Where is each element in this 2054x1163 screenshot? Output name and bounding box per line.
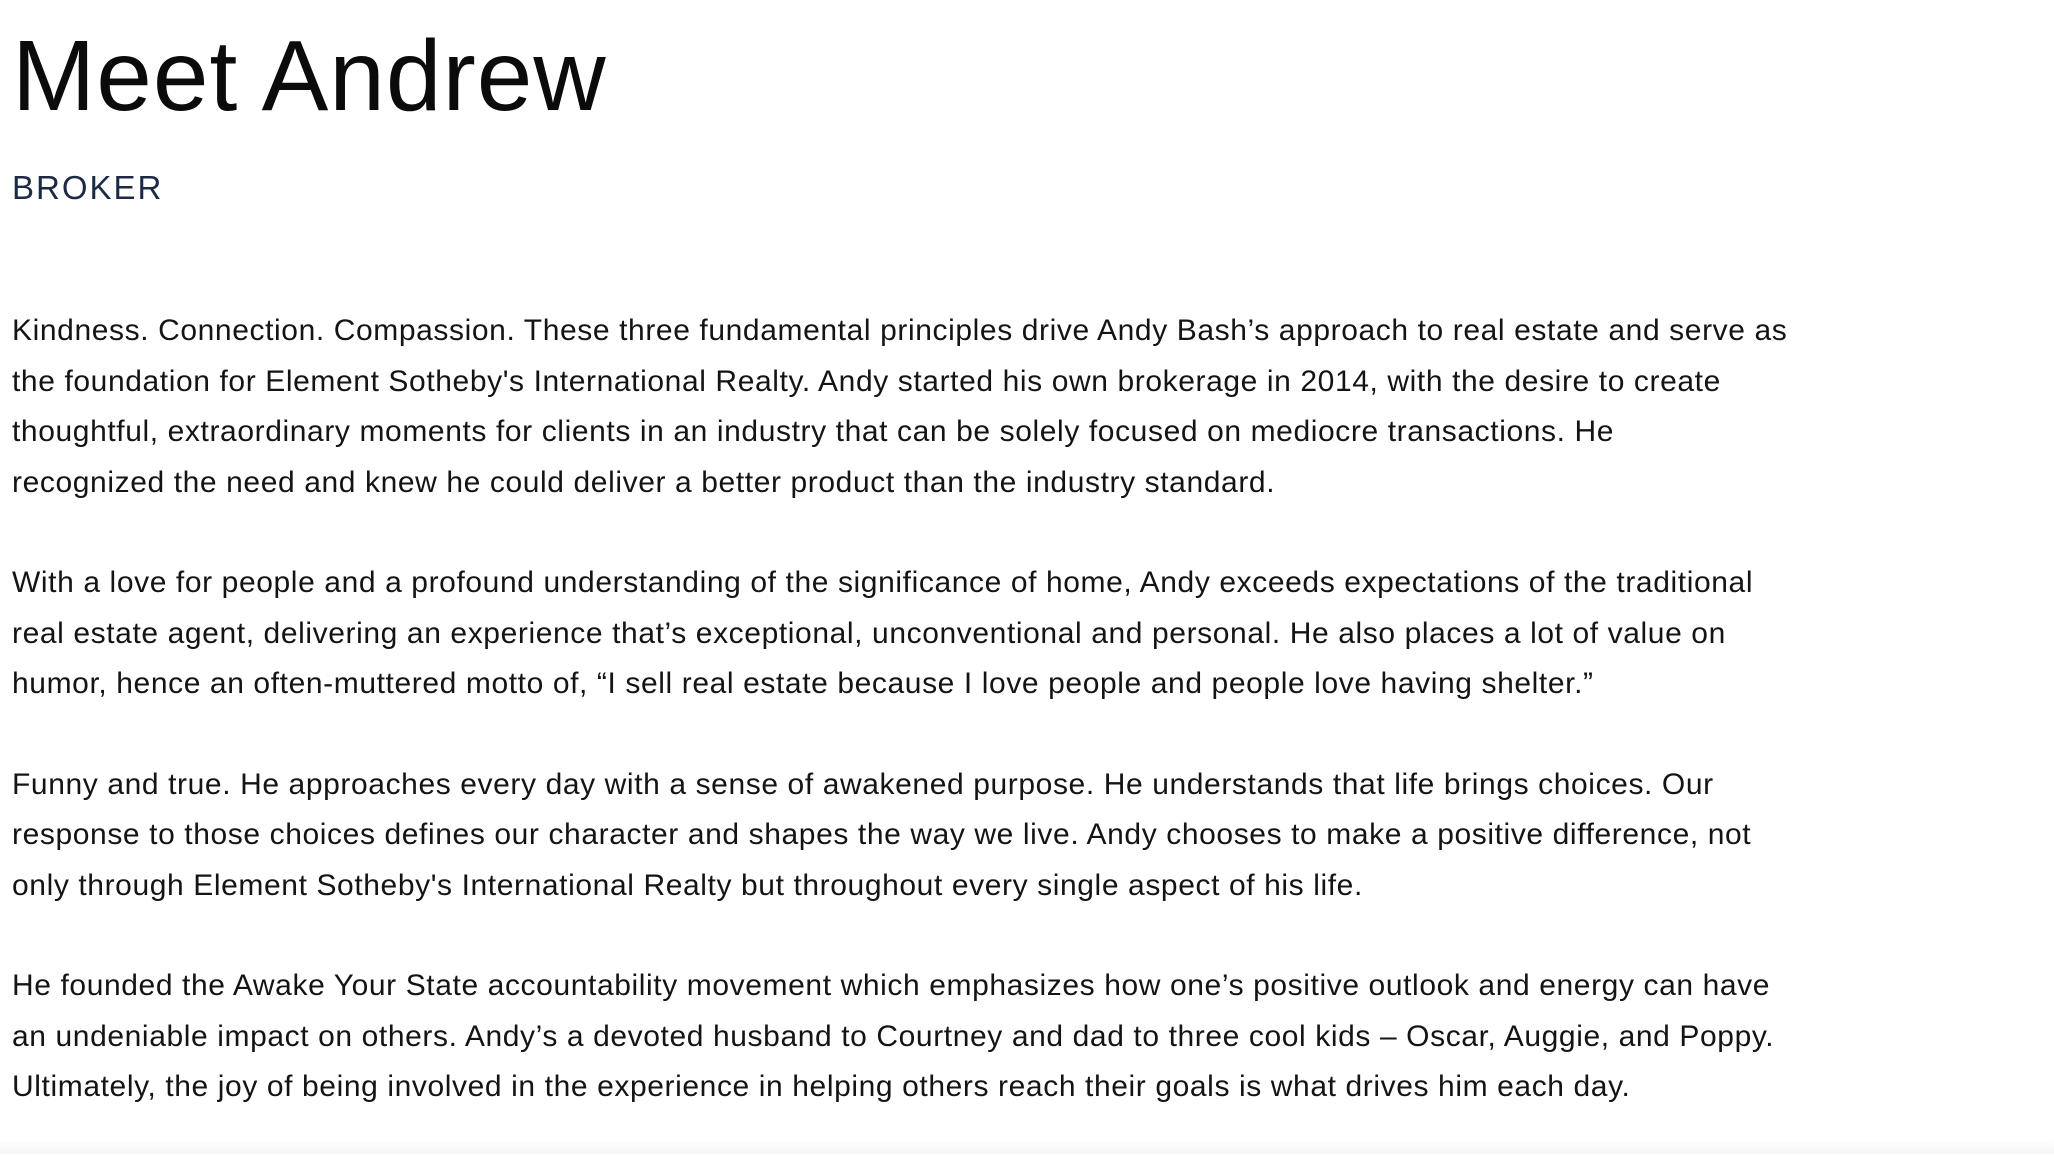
- bio-line: humor, hence an often-muttered motto of, “I sell real estate because I love people and people love having shelter.”: [12, 667, 1594, 700]
- bio-paragraph: [12, 760, 2042, 912]
- bio-line: recognized the need and knew he could deliver a better product than the industry standard.: [12, 465, 1276, 499]
- page-title: Meet Andrew: [12, 20, 607, 132]
- bio-line: an undeniable impact on others. Andy’s a devoted husband to Courtney and dad to three cool kids – Oscar, Auggie, and Poppy.: [12, 1019, 1775, 1053]
- bio-line: response to those choices defines our character and shapes the way we live. Andy chooses to make a positive difference, not: [12, 818, 1752, 851]
- bio-paragraph: [12, 558, 2042, 710]
- agent-role: BROKER: [12, 169, 164, 206]
- bio-line: only through Element Sotheby's International Realty but throughout every single aspect of his life.: [12, 868, 1363, 902]
- bio-line: With a love for people and a profound understanding of the significance of home, Andy exceeds expectations of the traditional: [12, 566, 1754, 599]
- bio-line: Ultimately, the joy of being involved in the experience in helping others reach their goals is what drives him each day.: [12, 1070, 1631, 1103]
- bio-line: Funny and true. He approaches every day with a sense of awakened purpose. He understands that life brings choices. Our: [12, 767, 1714, 801]
- agent-bio-section: [12, 0, 2042, 1163]
- bottom-edge-shadow: [0, 1140, 2054, 1154]
- bio-paragraph: [12, 306, 2042, 508]
- bio-line: thoughtful, extraordinary moments for clients in an industry that can be solely focused on mediocre transactions. He: [12, 415, 1615, 448]
- bio-line: the foundation for Element Sotheby's International Realty. Andy started his own brokerage in 2014, with the desire to create: [12, 364, 1721, 398]
- bio-line: He founded the Awake Your State accountability movement which emphasizes how one’s positive outlook and energy can have: [12, 969, 1771, 1002]
- bio-text: [12, 306, 2042, 1113]
- bio-line: real estate agent, delivering an experience that’s exceptional, unconventional and personal. He also places a lot of value on: [12, 616, 1726, 650]
- bio-paragraph: [12, 961, 2042, 1113]
- bio-line: Kindness. Connection. Compassion. These three fundamental principles drive Andy Bash’s approach to real estate and serve as: [12, 314, 1788, 347]
